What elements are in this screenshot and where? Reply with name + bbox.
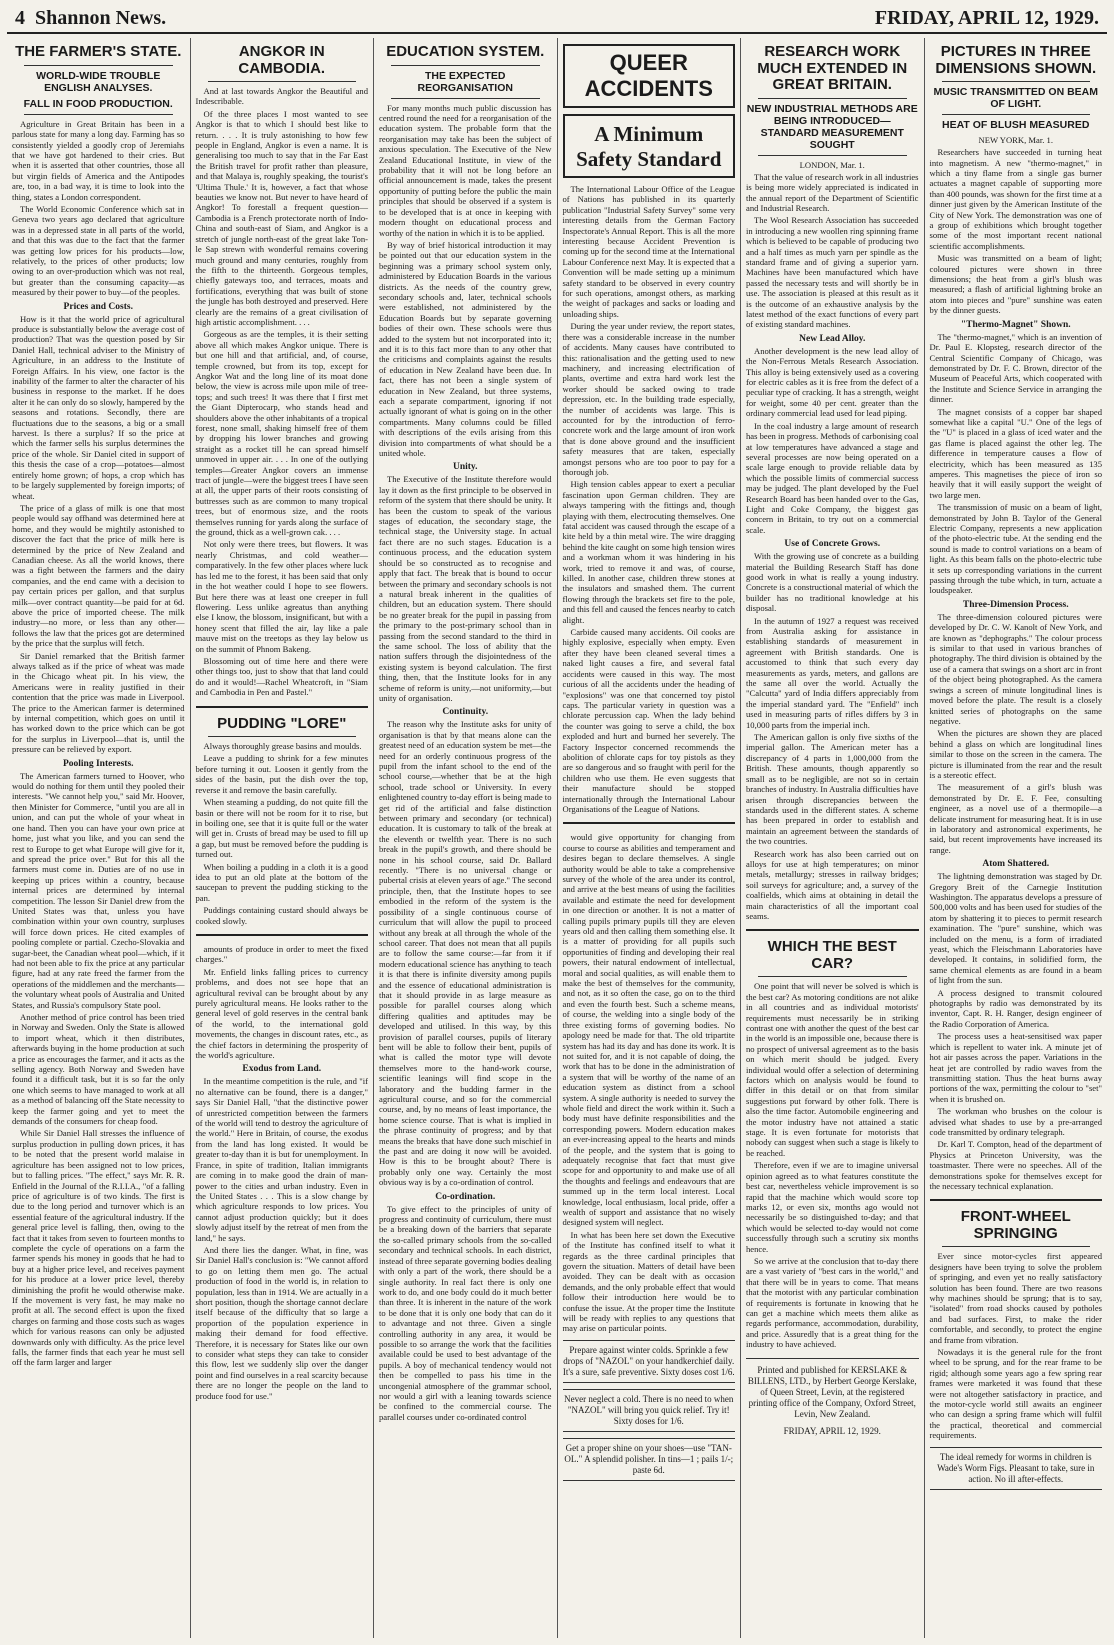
paragraph: Dr. Karl T. Compton, head of the department of Physics at Princeton University, was the toastmaster. There were no speeches. All of the demonstrations spoke for themselves except for the necessary technical explanation.: [929, 1139, 1102, 1191]
section-heading: Co-ordination.: [435, 1191, 496, 1202]
headline-box: [563, 114, 736, 178]
paragraph: A process designed to transmit coloured photographs by radio was demonstrated by its inventor, Capt. R. H. Ranger, design engineer of the Radio Corporation of America.: [929, 987, 1102, 1029]
newspaper-page: [7, 0, 1107, 1640]
paragraph: To give effect to the principles of unity of progress and continuity of curriculum, there must be a breaking down of the barriers that separate the so-called primary schools from the so-called secondary and technical schools. In each district, instead of three separate governing bodies dealing with only a part of the work, there should be a single authority. In real fact there is only one work to do, and one body could do it much better than three. It is inherent in the nature of the work to be done that it is only one body that can do it to advantage and not three. Given a single controlling authority in any area, it would be possible to so arrange the work that the facilities available could be used to best advantage of the pupils. A boy of mechanical tendency would not then be compelled to pass his time in the uncongenial atmosphere of the grammar school, nor would a girl with a leaning towards science be confined to the commercial course. The parallel courses under co-ordinated control: [379, 1203, 552, 1422]
paragraph: Gorgeous as are the temples, it is their setting above all which makes Angkor unique. There is but one hill and that artificial, and, of course, temple crowned, but from its top, except for Angkor Wat and the long line of its moat done below, the view is across mile upon mile of tree-tops; and such trees! It was there that I first met the Giant Dipterocarp, who stands head and shoulders above the other inhabitants of a tropical forest, none small, shaking himself free of them by dropping his lower branches and growing straight as a rocket till he can spread himself unmoved in upper air. . . . In one of the outlying temples—Greater Angkor covers an immense tract of jungle—were the biggest trees I have seen at all, the upper parts of their roots consisting of buttresses such as are common to many tropical trees, but of enormous size, and the roots themselves running for yards along the surface of the ground, thick as a well-grown cak. . . .: [195, 329, 368, 538]
paragraph: And there lies the danger. What, in fine, was Sir Daniel Hall's conclusion is: "We cannot afford to go on letting them men go. The actual production of food in the world is, in relation to population, less than in 1914. We are actually in a short position, though the shortage cannot declare itself because of the difficulty that so large a proportion of the population experience in making their demand for food effective. Therefore, it is necessary for States like our own to consider what steps they can take to consider this flow, lest we suddenly slip over the danger point and find ourselves in a real scarcity because there are no longer the people on the land to produce food for use.": [195, 1244, 368, 1401]
article-subhead: HEAT OF BLUSH MEASURED: [942, 119, 1090, 132]
paragraph: When steaming a pudding, do not quite fill the basin or there will not be room for it to rise, but in boiling one, see that it is quite full or the water will get in. Crusts of bread may be used to fill up a gap, but must be removed before the pudding is turned out.: [195, 797, 368, 860]
paragraph: Of the three places I most wanted to see Angkor is that to which I should best like to return. . . . It is truly astonishing to how few people in England, Angkor is even a name. It is generalising too much to say that in the Far East the British travel for profit rather than pleasure, and that Malaya is, roughly speaking, the tourist's 'Ultima Thule.' It is, however, a fact that whose beauties we know not. But never to have heard of Angkor! To forestall a frequent question—Cambodia is a French protectorate north of Indo-China and south-east of Siam, and Angkor is a stretch of jungle north-east of the great lake Ton-le Sap strewn with wonderful remains covering much ground and many centuries, roughly from the fifth to the thirteenth. Gorgeous temples, chiefly gateways too, and terraces, moats and fortifications, everything that was built of stone the jungle has both destroyed and preserved. Here clearly are the remains of a great civilisation of high artistic accomplishment. . . .: [195, 108, 368, 327]
article-headline: PICTURES IN THREE DIMENSIONS SHOWN.: [935, 43, 1097, 77]
paragraph: The International Labour Office of the League of Nations has published in its quarterly publication "Industrial Safety Survey" some very interesting details from the German Factory Inspectorate's Annual Report. This is all the more interesting because Accident Prevention is coming up for the second time at the International Labour Conference next May. It is expected that a Convention will be made setting up a minimum safety standard to be observed in every country for such operations, amongst others, as marking the weight of packages and sacks or loading and unloading ships.: [562, 184, 735, 319]
paragraph: The American gallon is only five sixths of the imperial gallon. The American meter has a discrepancy of 4 parts in 1,000,000 from the British. These amounts, though apparently so small as to be negligible, are not so in certain branches of industry. In Australia difficulties have arisen through discrepancies between the standards used in the different states. A scheme has been prepared in order to establish and maintain an agreement between the standards of the two countries.: [746, 732, 919, 847]
dateline: LONDON, Mar. 1.: [799, 159, 865, 170]
masthead: [7, 4, 1107, 34]
article-subhead: NEW INDUSTRIAL METHODS ARE BEING INTRODUCED—STANDARD MEASUREMENT SOUGHT: [746, 102, 918, 151]
section-heading: "Thermo-Magnet" Shown.: [960, 319, 1071, 330]
paragraph: High tension cables appear to exert a peculiar fascination upon German children. They are always tampering with the fittings and, though playing with them, electrocuting themselves. One fatal accident was caused through the escape of a kite held by a thin metal wire. The wire dragging behind the kite caught on some high tension wires and a workman whom it was hindering in his work, tried to remove it and was, of course, killed. In another case, children threw stones at the insulators and smashed them. The current flowing through the brackets set fire to the pole, and this fell and caused the fences nearby to catch alight.: [562, 479, 735, 625]
imprint-text: Printed and published for KERSLAKE & BILLENS, LTD., by Herbert George Kerslake, of Queen Street, Levin, at the registered printing office of the Company, Oxford Street, Levin, New Zealand.: [747, 1364, 917, 1419]
paragraph: While Sir Daniel Hall stresses the influence of surplus production in pulling down prices, it has to be noted that the present world malaise in agriculture has been assigned not to low prices, but to falling prices. "The effect," says Mr. R. R. Enfield in the Journal of the R.I.I.A., "of a falling price of agriculture is of two kinds. The first is due to the long period and turnover which is an essential feature of the agricultural industry. If the general price level is falling, then, owing to the fact that it takes from seven to fourteen months to complete the cycle of operations on a farm the farmer spends his money in goods that he had to buy at a higher price level, and receives payment for his produce at a lower price level, thereby diminishing the profit he would otherwise make. If the movement is very fast, he may make no profit at all. The second effect is upon the fixed charges on farming and those costs such as wages which for various reasons can only be adjusted downwards only with difficulty. As the price level falls, the farmer finds that each year he must sell off the farm larger and larger: [12, 1128, 185, 1368]
paragraph: Ever since motor-cycles first appeared designers have been trying to solve the problem of springing, and even yet no really satisfactory solution has been found. There are two reasons why machines should be sprung; that is to say, "isolated" from road shocks caused by potholes and bad surfaces. First, to make the rider comfortable, and secondly, to protect the engine and frame from vibration.: [929, 1251, 1102, 1345]
column-queer-accidents: [558, 38, 742, 1638]
paragraph: The reason why the Institute asks for unity of organisation is that by that means alone can the greatest need of an education system be met—the need for an orderly continuous progress of the pupil from the infant school to the end of the school course,—whether that be at the high school, trade school or University. In every enlightened country to-day effort is being made to get rid of the artificial and false distinction between primary and secondary (or technical) education. It is customary to talk of the break at the eleventh or twelfth year. There is no such break in the pupil's growth, and there should be none in his school course, said Dr. Ballard recently. "There is no universal change or pubertal crisis at eleven years of age." The second principle, then, that the Institute hopes to see embodied in the reform of the system is the possibility of a single continuous course of curriculum that will allow the pupil to proceed without any break at all through the whole of the school career. That does not mean that all pupils are to follow the same course:—far from it if modern educational science has anything to teach it is that there is infinite diversity among pupils and the essence of educational administration is that it should provide in as large measure as possible for parallel courses along which differing qualities and aptitudes may be developed and utilised. In this way, by this provision of parallel courses, pupils of literary bent will be able to follow their bent, pupils of what is called the motor type will devote themselves more to the hand-work course, scientific leanings will find scope in the laboratory and the budding farmer in the agricultural course, and so for the commercial course, and, by no means of least importance, the home science course. That is what is implied in the phrase continuity of progress; and by that means the breaks that have done such mischief in the past and are doing it now will be avoided. How is this to be brought about? There is probably only one way. Certainly the most obvious way is by a co-ordination of control.: [379, 719, 552, 1188]
paragraph: Sir Daniel remarked that the British farmer always talked as if the price of wheat was made in the Chicago wheat pit. In his view, the Americans were in reality justified in their contention that the price was made in Liverpool. The price to the American farmer is determined by internal competition, which goes on until it has worked down to the price which can be got for the surplus in Liverpool—that is, until the pressure can be relieved by export.: [12, 650, 185, 755]
column-pictures-3d: [925, 38, 1108, 1638]
section-heading: Continuity.: [442, 707, 489, 718]
article-headline: ANGKOR IN CAMBODIA.: [238, 43, 326, 77]
paragraph: In the coal industry a large amount of research has been in progress. Methods of carbonising coal at low temperatures have advanced a stage and several processes are now being operated on a scale large enough to provide reliable data by which the possible limits of commercial success may be judged. The plant developed by the Fuel Research Board has been handed over to the Gas, Light and Coke Company, the biggest gas concern in Britain, to try out on a commercial scale.: [746, 420, 919, 535]
column-education: [374, 38, 558, 1638]
paragraph: Researchers have succeeded in turning heat into magnetism. A new "thermo-magnet," in which a tiny flame from a single gas burner actuates a magnet capable of supporting more than 400 pounds, was shown for the first time at a dinner just given by the American Institute of the City of New York. The demonstration was one of a group of exhibitions which brought together some of the most important recent national scientific accomplishments.: [929, 147, 1102, 251]
paragraph: The process uses a heat-sensitised wax paper which is repellent to water ink. A minute jet of hot air passes across the paper. Variations in the heat jet are controlled by radio waves from the transmitting station. Thus the heat burns away portions of the wax, permitting the colour to "set" when it is brushed on.: [929, 1031, 1102, 1104]
paragraph: Blossoming out of time here and there were other things too, just to show that that land could do and it would!—Rachel Wheatcroft, in "Siam and Cambodia in Pen and Pastel.": [195, 655, 368, 698]
advertisement: Never neglect a cold. There is no need to when "NAZOL" will bring you quick relief. Try it! Sixty doses for 1/6.: [563, 1389, 736, 1432]
paragraph: That the value of research work in all industries is being more widely appreciated is indicated in the annual report of the Department of Scientific and Industrial Research.: [746, 171, 919, 213]
section-heading: Use of Concrete Grows.: [784, 539, 881, 550]
paragraph: The Wool Research Association has succeeded in introducing a new woollen ring spinning frame which is believed to be capable of producing two and a half times as much yarn per spindle as the standard frame and of giving a superior yarn. Machines have been manufactured which have passed the necessary tests and will shortly be in use. The association is pleased at this result as it is the outcome of an exhaustive analysis by the latest method of the exact functions of every part of existing standard machines.: [746, 215, 919, 330]
paragraph: During the year under review, the report states, there was a considerable increase in the number of accidents. Many causes have contributed to this: rationalisation and the getting used to new machinery, and increasing electrification of plants, overtime and extra hard work lest the worker should be sacked owing to trade depression, etc. In the building trade especially, the number of accidents was large. This is accounted for by the introduction of ferro-concrete work and the large amount of iron work that is done above ground and the insufficient safety measures that are taken, especially amongst persons who are too poor to pay for a thorough job.: [562, 321, 735, 477]
section-heading: Unity.: [452, 462, 478, 473]
issue-date: FRIDAY, APRIL 12, 1929.: [874, 7, 1099, 29]
paragraph: Agriculture in Great Britain has been in a parlous state for many a long day. Farming has so consistently yielded a goodly crop of Jeremiahs that we have got hardened to their cries. But when it is asserted that other countries, those all but virgin fields of America and the Antipodes are, too, in a bad way, it is time to look into the thing, states a London correspondent.: [12, 118, 185, 202]
column-angkor: [191, 38, 375, 1638]
paragraph: By way of brief historical introduction it may be pointed out that our education system in the beginning was a primary school system only, administered by Education Boards in the various districts. As the needs of the country grew, secondary schools and, later, technical schools were established, not administered by the Education Boards but by separate governing bodies of their own. These schools were thus added to the system but not incorporated into it; and it is to this fact more than to any other that the criticisms and complaints against the results of education in New Zealand have been due. In fact, there has not been a single system of education in New Zealand, but three systems, each a separate compartment, ignoring if not actually ignorant of what is going on in the other compartments. Many columns could be filled with descriptions of the evils arising from this division into compartments of what should be a united whole.: [379, 239, 552, 459]
article-subhead: A Minimum Safety Standard: [576, 122, 722, 171]
paragraph: When boiling a pudding in a cloth it is a good idea to put an old plate at the bottom of the saucepan to prevent the pudding sticking to the pan.: [195, 861, 368, 903]
article-subhead: WORLD-WIDE TROUBLE ENGLISH ANALYSES.: [36, 69, 161, 94]
paper-name: Shannon News.: [35, 7, 167, 29]
advertisement: Get a proper shine on your shoes—use "TAN-OL." A splendid polisher. In tins—1 ; pails 1/-; paste 6d.: [563, 1438, 736, 1481]
paragraph: Mr. Enfield links falling prices to currency problems, and does not see hope that an agricultural revival can be brought about by any purely agricultural means. He looks rather to the general level of gold reserves in the central bank of the world, to the international gold movements, the changes in discount rates, etc., as the chief factors in determining the prosperity of the world's agriculture.: [195, 966, 368, 1061]
advertisement: Prepare against winter colds. Sprinkle a few drops of "NAZOL" on your handkerchief daily. It's a sure, safe preventive. Sixty doses cost 1/6.: [563, 1340, 736, 1383]
article-headline: WHICH THE BEST CAR?: [767, 938, 897, 972]
section-heading: Exodus from Land.: [242, 1064, 322, 1075]
article-headline: FRONT-WHEEL SPRINGING: [960, 1208, 1071, 1242]
paragraph: Always thoroughly grease basins and moulds.: [203, 741, 362, 752]
page-number: 4: [15, 7, 25, 29]
article-headline: EDUCATION SYSTEM.: [386, 43, 545, 60]
column-farmers-state: [7, 38, 191, 1638]
paragraph: The transmission of music on a beam of light, demonstrated by John B. Taylor of the General Electric Company, represents a new application of the photo-electric tube. At the sending end the sound is made to control variations on a beam of light. As this beam falls on the photo-electric tube it sets up corresponding variations in the current passing through the tube which, in turn, actuate a loudspeaker.: [929, 502, 1102, 596]
paragraph: So we arrive at the conclusion that to-day there are a vast variety of "best cars in the world," and that there will be in years to come. That means that the motorist with any particular combination of requirements is fortunate in knowing that he can get a machine which meets them alike as regards performance, accommodation, durability, and price. Assuredly that is a great thing for the industry to have achieved.: [746, 1255, 919, 1350]
section-heading: Atom Shattered.: [982, 859, 1050, 870]
paragraph: Another development is the new lead alloy of the Non-Ferrous Metals Research Association. This alloy is being extensively used as a covering for electric cables as it is free from the defect of a peculiar type of cracking. It has a strength, weight for weight, some 40 per cent. greater than the ordinary commercial lead used for lead piping.: [746, 345, 919, 419]
paragraph: Research work has also been carried out on alloys for use at high temperatures; on minor metals, metallurgy; stresses in railway bridges; soil surveys for agriculture; and, a survey of the coalfields, which aims at obtaining in detail the main characteristics of all the important coal seams.: [746, 848, 919, 921]
dateline: NEW YORK, Mar. 1.: [978, 135, 1053, 146]
paragraph: Another method of price control has been tried in Norway and Sweden. Only the State is allowed to import wheat, which it then distributes, afterwards buying in the home production at such a price as encourages the farmer, and it acts as the selling agency. Both Norway and Sweden have found it a difficult task, but it is so far the only one which seems to have managed to work at all as a method of balancing off the State necessity to keep the farmer going and yet to meet the demands of the consumers for cheap food.: [12, 1012, 185, 1127]
paragraph: In what has been here set down the Executive of the Institute has confined itself to what it regards as the three cardinal principles that govern the situation. Matters of detail have been avoided. They can be dealt with as occasion demands, and the only probable effect that would follow their introduction here would be to confuse the issue. At the proper time the Institute will be ready with replies to any questions that may arise on particular points.: [562, 1229, 735, 1334]
paragraph: Puddings containing custard should always be cooked slowly.: [195, 905, 368, 926]
paragraph: The magnet consists of a copper bar shaped somewhat like a capital "U." One of the legs of the "U" is placed in a glass of iced water and the gas flame is placed against the other leg. The difference in temperature causes a flow of electricity, which has been measured as 135 amperes. This magnetises the piece of iron so heavily that it will easily support the weight of two large men.: [929, 406, 1102, 500]
paragraph: The World Economic Conference which sat in Geneva two years ago declared that agriculture was in a depressed state in all parts of the world, and that this was due to the fact that the farmer was getting low prices for his products—low, relatively, to the prices of other products; low owing to an over-production which was not real, but greater than the consuming capacity—as measured by their power to buy—of the peoples.: [12, 203, 185, 298]
section-heading: New Lead Alloy.: [799, 333, 866, 344]
article-headline: PUDDING "LORE": [217, 714, 347, 732]
paragraph: Nowadays it is the general rule for the front wheel to be sprung, and for the rear frame to be rigid; although some years ago a few spring rear frames were marketed it was found that these were not altogether satisfactory in practice, and the motor-cycle world still awaits an engineer who can design a spring frame which will fulfil the practical, theoretical and commercial requirements.: [929, 1347, 1102, 1441]
paragraph: How is it that the world price of agricultural produce is substantially below the average cost of production? That was the question posed by Sir Daniel Hall, technical adviser to the Ministry of Agriculture, in an address to the Institute of Foreign Affairs. In his view, one factor is the inability of the farmer to alter the character of his business in response to the market. If he does alter it he can only do so slowly, hampered by the seasons and rotations. Secondly, there are fluctuations due to the seasons, a big or a small harvest. Is there a surplus? If so the price at which the farmer sells his surplus determines the price of the whole. Sir Daniel cited in support of this thesis the case of a crop—potatoes—almost entirely home grown; of hops, a crop which has to be largely supplemented by foreign imports; of wheat.: [12, 313, 185, 501]
paragraph: The measurement of a girl's blush was demonstrated by Dr. E. F. Fee, consulting engineer, as a novel use of a thermopile—a delicate instrument for measuring heat. It is in use in laboratory and astronomical experiments, he said, but recent improvements have increased its range.: [929, 782, 1102, 855]
paragraph: The American farmers turned to Hoover, who would do nothing for them until they pooled their interests. "We cannot help you," said Mr. Hoover, then Minister for Commerce, "until you are all in union, and can put the whole of your wheat in one hand. Then you can have your own price at home, just what you like, and you can send the rest to Europe to get what Europe will give for it, and spread the price over." But for this all the farmers must come in. Duties are of no use in keeping up prices within a country, because internal prices are determined by internal competition. The lesson Sir Daniel drew from the United States was that, unless you have combination within your own country, surpluses will force down prices. He cited examples of pooling complete or partial. Czecho-Slovakia and sugar-beet, the Canadian wheat pool—which, if it had not been able to fix the price at any particular figure, had at any rate freed the farmer from the operations of the middlemen and the merchants—the voluntary wheat pools of Australia and United States, and Russia's compulsory State pool.: [12, 770, 185, 1010]
article-headline: QUEER ACCIDENTS: [584, 50, 713, 101]
paragraph: And at last towards Angkor the Beautiful and Indescribable.: [195, 86, 368, 107]
paragraph: Music was transmitted on a beam of light; coloured pictures were shown in three dimensions; the heat from a girl's blush was measured; a flash of artificial lightning broke an atom into pieces and "pure" sunshine was eaten by the dinner guests.: [929, 253, 1102, 316]
paragraph: With the growing use of concrete as a building material the Building Research Staff has done good work in what is really a young industry. Concrete is a constructional material of which the builder has no traditional knowledge at his disposal.: [746, 551, 919, 614]
paragraph: The lightning demonstration was staged by Dr. Gregory Breit of the Carnegie Institution Washington. The apparatus develops a pressure of 500,000 volts and has been used for studies of the atom by shattering it to pieces to permit research examination. The "pure" sunshine, which was included on the menu, is a form of irradiated yeast, which the Fleischmann Laboratories have developed. It contains, in solidified form, the same chemical elements as are found in a beam of light from the sun.: [929, 871, 1102, 986]
paragraph: In the autumn of 1927 a request was received from Australia asking for assistance in establishing standards of measurement in agreement with British standards. One is accustomed to think that such every day measurements as yards, meters, and gallons are the same all over the world. Actually the "Calcutta" yard of India differs appreciably from the imperial standard yard. The "Enfield" inch used in measuring parts of rifles differs by 3 in 10,000 parts from the imperial inch.: [746, 615, 919, 730]
paragraph: Not only were there trees, but flowers. It was nearly Christmas, and cold weather—comparatively. In the few other places where luck has led me to the forest, it has been said that only in the hot weather could I hope to see flowers. But here there was at least one creeper in full flowering. Less unlike agreatus than anything else I know, the blossom, insignificant, but with a honey scent that filled the air, lay like a pale mauve mist on the treetops as they lay below us on the summit of Phnom Bakeng.: [195, 539, 368, 654]
paragraph: The "thermo-magnet," which is an invention of Dr. Paul E. Klopsteg, research director of the Central Scientific Company of Chicago, was demonstrated by Dr. F. C. Brown, director of the Museum of Peaceful Arts, which cooperated with the Institute and Science Service in arranging the dinner.: [929, 331, 1102, 405]
paragraph: Carbide caused many accidents. Oil cooks are highly explosive, especially when empty. Even after they have been cleaned several times a naked light causes a fire, and several fatal accidents were caused in this way. The most curious of all the accidents under the heading of "explosions" was one that concerned toy pistol caps. The particular variety in question was a chlorate percussion cap. When the lady behind the counter was going to serve a child, the box exploded and hurt and burned her severely. The Factory Inspector concerned recommends the abolition of chlorate caps for toy pistols as they are so dangerous and so fraught with peril for the children who use them. He even suggests that their manufacture should be stopped internationally through the International Labour Organisations of the League of Nations.: [562, 627, 735, 814]
article-headline: RESEARCH WORK MUCH EXTENDED IN GREAT BRITAIN.: [757, 43, 908, 93]
section-heading: Prices and Costs.: [63, 301, 133, 312]
article-subhead: MUSIC TRANSMITTED ON BEAM OF LIGHT.: [933, 86, 1098, 111]
paragraph: When the pictures are shown they are placed behind a glass on which are longitudinal lines similar to those on the screen in the camera. The picture is illuminated from the rear and the result is a stereotic effect.: [929, 728, 1102, 780]
headline-box: [563, 44, 736, 108]
paragraph: The price of a glass of milk is one that most people would say offhand was determined here at home, and they would be mightily astonished to discover the fact that the price of milk here is determined by the price of New Zealand and Canadian cheese. As all the world knows, there was a fight between the farmers and the dairy companies, and the end came with a decision to pay certain prices per gallon, and that surplus milk—over contract quantity—be paid for at 6d. above the price of imported cheese. The milk industry—no more, or less than any other—follows the law that the prices got are determined by the price that the surplus will fetch.: [12, 502, 185, 649]
paragraph: Therefore, even if we are to imagine universal opinion agreed as to what features constitute the best car, nevertheless vehicle improvement is so rapid that the machine which would score top marks 12, or even six, months ago would not necessarily be so distinguished to-day; and that which would be selected to-day would not come successfully through such a scrutiny six months hence.: [746, 1160, 919, 1254]
section-heading: Three-Dimension Process.: [962, 599, 1069, 610]
imprint: [746, 1358, 919, 1437]
paragraph: would give opportunity for changing from course to course as abilities and temperament and desires began to declare themselves. A single authority would be able to take a comprehensive survey of the whole of the area under its control, and arrive at the best means of using the facilities available and estimate the need for development in one direction or another. It is not a matter of calling pupils primary pupils till they are eleven years old and then calling them something else. It is a matter of providing for all pupils such opportunities of finding and developing their real powers, their natural endowment of intellectual, moral and social qualities, as will enable them to make the best of themselves for the community, and not, as it so often the case, go on to the third and even the fourth best. Such a scheme means, of course, the welding into a single body of the three existing forms of governing bodies. No apology need be made for that. The old tripartite system has had its day and has done its work. It is not suited for, and it is not capable of doing, the work that has to be done in the administration of a system that will be worthy of the name of an education system as distinct from a school system. A single authority is needed to survey the whole field and direct the work within it. Such a body must have definite responsibilities and the corresponding powers. Modern education makes an ever-increasing appeal to the hearts and minds of the people, and the system that is going to adequately recognise that fact that must give scope for and opportunity to and make use of all the thoughts and feelings and endeavours that are summed up in the term local interest. Local knowledge, local enthusiasm, local pride, offer a wealth of support and assistance that no wisely designed system will neglect.: [562, 832, 735, 1228]
paragraph: For many months much public discussion has centred round the need for a reorganisation of the education system. The probable form that the reorganisation may take has been the subject of anxious speculation. The Executive of the New Zealand Educational Institute, in view of the probability that it will not be long before an official announcement is made, takes the present opportunity of putting before the public the main principles that should be observed if a system is to be developed that is at once in keeping with modern thought on educational process and worthy of the nation in which it is to be applied.: [379, 102, 552, 238]
paragraph: Leave a pudding to shrink for a few minutes before turning it out. Loosen it gently from the sides of the basin, put the dish over the top, reverse it and remove the basin carefully.: [195, 753, 368, 795]
paragraph: amounts of produce in order to meet the fixed charges.": [195, 943, 368, 965]
advertisement: The ideal remedy for worms in children is Wade's Worm Figs. Pleasant to take, sure in action. No ill after-effects.: [930, 1447, 1103, 1490]
article-subhead: THE EXPECTED REORGANISATION: [417, 69, 513, 94]
paragraph: One point that will never be solved is which is the best car? As motoring conditions are not alike in all countries and as individual motorists' requirements must necessarily be in striking contrast one with another the quest of the best car in the world is an impossible one, because there is no prospect of universal agreement as to the basis on which merit should be judged. Every individual would offer a selection of determining factors which on analysis would be found to differ in this detail or on that from similar suggestions put forward by other folk. There is also the time factor. Automobile engineering and the motor industry have not attained a static stage. It is even fortunate for motorists that nobody can suggest when such a stage is likely to be reached.: [746, 981, 919, 1158]
article-headline: THE FARMER'S STATE.: [15, 43, 182, 60]
paragraph: In the meantime competition is the rule, and "if no alternative can be found, there is a danger," says Sir Daniel Hall, "that the distinctive power of unrestricted competition between the farmers of the world will tend to destroy the agriculture of the world." Here in Britain, of course, the exodus from the land has long existed. It would be greater to-day than it is but for unemployment. In France, in spite of tradition, Italian immigrants are coming in to make good the drain of man-power to the cities and urban industry. Even in the United States . . . This is a slow change by which agriculture responds to low prices. You cannot adjust production quickly; but it does slowly adjust itself by the retreat of men from the land," he says.: [195, 1076, 368, 1243]
paragraph: The three-dimension coloured pictures were developed by Dr. C. W. Kanolt of New York, and are known as "dephographs." The colour process is similar to that used in various branches of photography. The third division is obtained by the use of a camera that swings on a short arc in front of the object being photographed. As the camera swings a screen of minute longitudinal lines is moved before the plate. The result is a closely knitted series of photographs on the same negative.: [929, 611, 1102, 726]
paragraph: The workman who brushes on the colour is advised what shades to use by a pre-arranged code transmitted by ordinary telegraph.: [929, 1106, 1102, 1137]
column-research-work: [741, 38, 925, 1638]
imprint-date: FRIDAY, APRIL 12, 1929.: [783, 1425, 881, 1436]
article-subhead: FALL IN FOOD PRODUCTION.: [23, 97, 173, 110]
section-heading: Pooling Interests.: [62, 758, 134, 769]
paragraph: The Executive of the Institute therefore would lay it down as the first principle to be observed in reform of the system that there should be unity. It has been the custom to speak of the various stages of education, the secondary stage, the technical stage, the University stage. In actual fact there are no such stages. Education is a continuous process, and the education system should be so constructed as to recognise and apply that fact. The break that is bound to occur between the primary and secondary schools is not a natural break inherent in the qualities of children, but an education system. There should be no greater break for the pupil in passing from the primary to the post-primary school than in passing from the second standard to the third in the same school. The loss of ability that the nation suffers through the disjointedness of the existing system is beyond calculation. The first thing, then, that the Institute looks for in any scheme of reform is unity,—not uniformity,—but unity of organisation.: [379, 474, 552, 703]
